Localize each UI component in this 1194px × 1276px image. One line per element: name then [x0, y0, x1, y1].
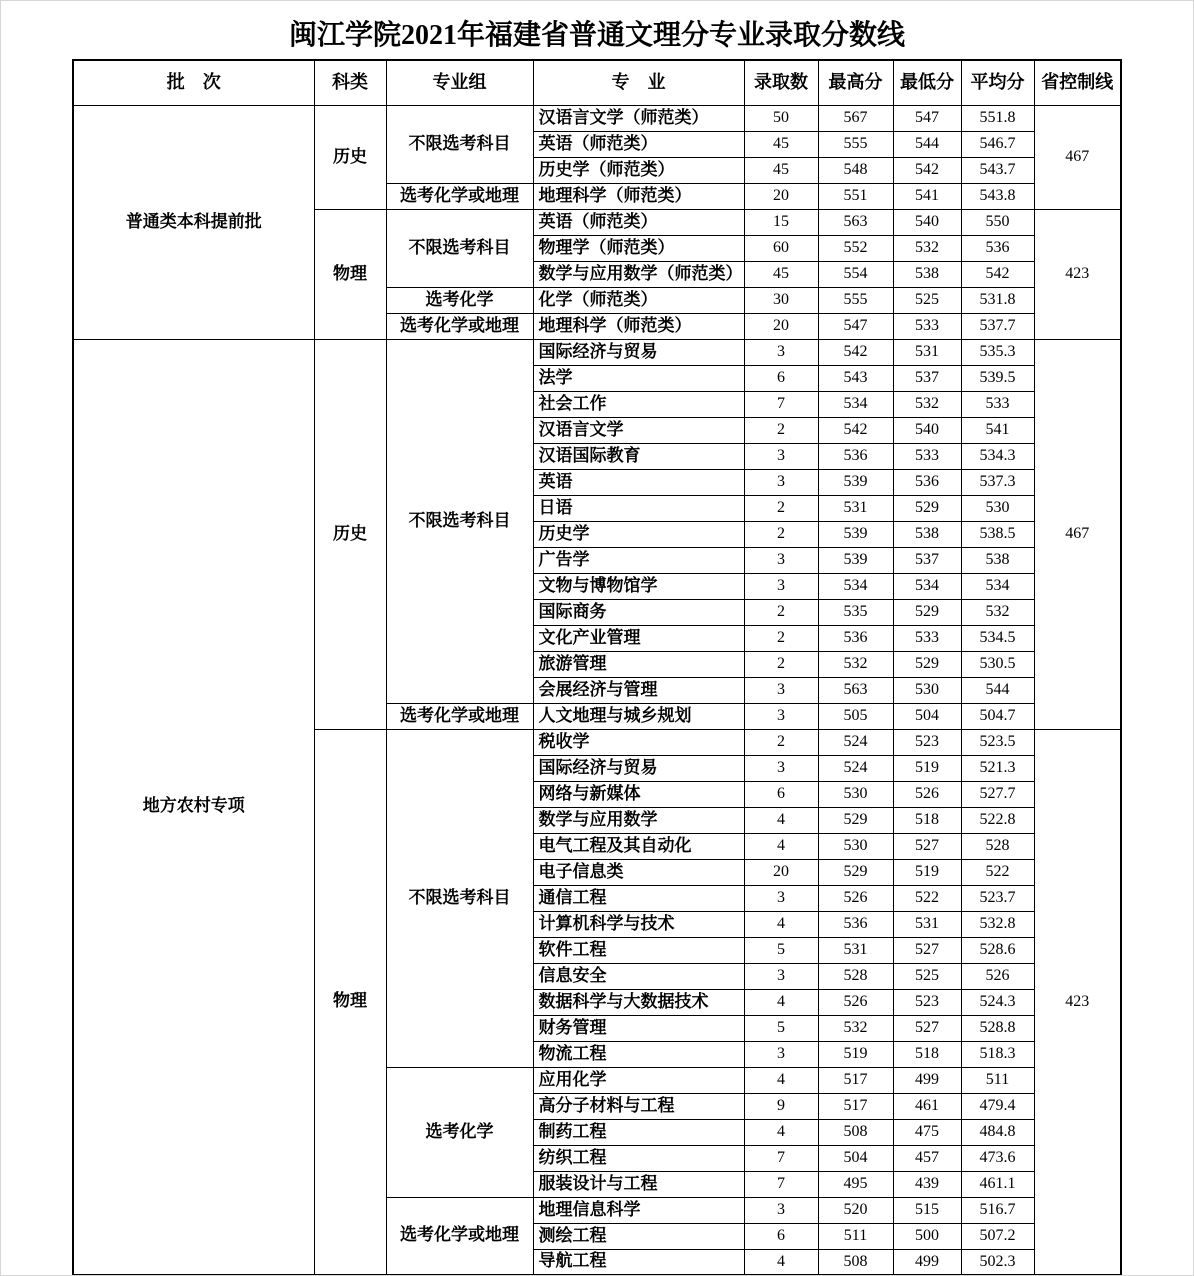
admit-count-cell: 3 — [744, 547, 818, 573]
subject-cell: 物理 — [314, 209, 386, 339]
admit-count-cell: 60 — [744, 235, 818, 261]
avg-score-cell: 528.8 — [961, 1015, 1034, 1041]
admit-count-cell: 3 — [744, 469, 818, 495]
table-header — [73, 60, 1121, 105]
major-cell: 测绘工程 — [533, 1223, 744, 1249]
major-cell: 物理学（师范类） — [533, 235, 744, 261]
major-cell: 广告学 — [533, 547, 744, 573]
header-row — [73, 60, 1121, 105]
max-score-cell: 529 — [818, 859, 893, 885]
column-header-3: 专 业 — [533, 60, 744, 105]
max-score-cell: 555 — [818, 287, 893, 313]
avg-score-cell: 504.7 — [961, 703, 1034, 729]
min-score-cell: 547 — [893, 105, 961, 131]
max-score-cell: 531 — [818, 937, 893, 963]
min-score-cell: 525 — [893, 963, 961, 989]
admit-count-cell: 4 — [744, 1119, 818, 1145]
max-score-cell: 547 — [818, 313, 893, 339]
control-line-cell: 423 — [1034, 209, 1121, 339]
group-cell: 选考化学或地理 — [386, 313, 533, 339]
major-cell: 数学与应用数学 — [533, 807, 744, 833]
major-cell: 日语 — [533, 495, 744, 521]
min-score-cell: 538 — [893, 521, 961, 547]
avg-score-cell: 528.6 — [961, 937, 1034, 963]
major-cell: 高分子材料与工程 — [533, 1093, 744, 1119]
avg-score-cell: 537.3 — [961, 469, 1034, 495]
max-score-cell: 504 — [818, 1145, 893, 1171]
max-score-cell: 530 — [818, 833, 893, 859]
min-score-cell: 523 — [893, 729, 961, 755]
admit-count-cell: 3 — [744, 677, 818, 703]
admit-count-cell: 2 — [744, 599, 818, 625]
admit-count-cell: 7 — [744, 391, 818, 417]
admit-count-cell: 7 — [744, 1145, 818, 1171]
max-score-cell: 536 — [818, 911, 893, 937]
admit-count-cell: 3 — [744, 963, 818, 989]
major-cell: 英语 — [533, 469, 744, 495]
column-header-4: 录取数 — [744, 60, 818, 105]
major-cell: 电子信息类 — [533, 859, 744, 885]
column-header-8: 省控制线 — [1034, 60, 1121, 105]
avg-score-cell: 532.8 — [961, 911, 1034, 937]
major-cell: 人文地理与城乡规划 — [533, 703, 744, 729]
group-cell: 选考化学或地理 — [386, 1197, 533, 1275]
min-score-cell: 533 — [893, 443, 961, 469]
avg-score-cell: 534.5 — [961, 625, 1034, 651]
major-cell: 数据科学与大数据技术 — [533, 989, 744, 1015]
admit-count-cell: 9 — [744, 1093, 818, 1119]
admit-count-cell: 5 — [744, 937, 818, 963]
admit-count-cell: 3 — [744, 703, 818, 729]
min-score-cell: 531 — [893, 339, 961, 365]
min-score-cell: 534 — [893, 573, 961, 599]
min-score-cell: 475 — [893, 1119, 961, 1145]
table-body — [73, 105, 1121, 1275]
major-cell: 应用化学 — [533, 1067, 744, 1093]
max-score-cell: 543 — [818, 365, 893, 391]
max-score-cell: 548 — [818, 157, 893, 183]
table-row — [73, 105, 1121, 131]
subject-cell: 历史 — [314, 339, 386, 729]
major-cell: 导航工程 — [533, 1249, 744, 1275]
max-score-cell: 505 — [818, 703, 893, 729]
avg-score-cell: 516.7 — [961, 1197, 1034, 1223]
avg-score-cell: 541 — [961, 417, 1034, 443]
major-cell: 网络与新媒体 — [533, 781, 744, 807]
max-score-cell: 535 — [818, 599, 893, 625]
major-cell: 国际商务 — [533, 599, 744, 625]
admit-count-cell: 45 — [744, 157, 818, 183]
min-score-cell: 531 — [893, 911, 961, 937]
admit-count-cell: 2 — [744, 521, 818, 547]
batch-cell: 地方农村专项 — [73, 339, 314, 1275]
major-cell: 法学 — [533, 365, 744, 391]
major-cell: 计算机科学与技术 — [533, 911, 744, 937]
min-score-cell: 540 — [893, 209, 961, 235]
major-cell: 旅游管理 — [533, 651, 744, 677]
min-score-cell: 461 — [893, 1093, 961, 1119]
avg-score-cell: 537.7 — [961, 313, 1034, 339]
min-score-cell: 518 — [893, 1041, 961, 1067]
min-score-cell: 530 — [893, 677, 961, 703]
avg-score-cell: 530.5 — [961, 651, 1034, 677]
major-cell: 税收学 — [533, 729, 744, 755]
min-score-cell: 525 — [893, 287, 961, 313]
control-line-cell: 467 — [1034, 339, 1121, 729]
avg-score-cell: 546.7 — [961, 131, 1034, 157]
avg-score-cell: 531.8 — [961, 287, 1034, 313]
major-cell: 英语（师范类） — [533, 209, 744, 235]
major-cell: 软件工程 — [533, 937, 744, 963]
max-score-cell: 542 — [818, 339, 893, 365]
max-score-cell: 517 — [818, 1067, 893, 1093]
subject-cell: 物理 — [314, 729, 386, 1275]
max-score-cell: 539 — [818, 469, 893, 495]
max-score-cell: 563 — [818, 209, 893, 235]
page-title: 闽江学院2021年福建省普通文理分专业录取分数线 — [288, 20, 905, 51]
control-line-cell: 423 — [1034, 729, 1121, 1275]
min-score-cell: 439 — [893, 1171, 961, 1197]
group-cell: 选考化学 — [386, 1067, 533, 1197]
admit-count-cell: 3 — [744, 1041, 818, 1067]
min-score-cell: 519 — [893, 755, 961, 781]
avg-score-cell: 523.7 — [961, 885, 1034, 911]
avg-score-cell: 522 — [961, 859, 1034, 885]
admit-count-cell: 6 — [744, 1223, 818, 1249]
max-score-cell: 524 — [818, 729, 893, 755]
min-score-cell: 541 — [893, 183, 961, 209]
min-score-cell: 529 — [893, 495, 961, 521]
avg-score-cell: 526 — [961, 963, 1034, 989]
min-score-cell: 523 — [893, 989, 961, 1015]
major-cell: 财务管理 — [533, 1015, 744, 1041]
major-cell: 汉语言文学（师范类） — [533, 105, 744, 131]
avg-score-cell: 534.3 — [961, 443, 1034, 469]
group-cell: 不限选考科目 — [386, 209, 533, 287]
max-score-cell: 563 — [818, 677, 893, 703]
max-score-cell: 508 — [818, 1119, 893, 1145]
admit-count-cell: 4 — [744, 1067, 818, 1093]
max-score-cell: 532 — [818, 1015, 893, 1041]
avg-score-cell: 543.7 — [961, 157, 1034, 183]
avg-score-cell: 524.3 — [961, 989, 1034, 1015]
column-header-7: 平均分 — [961, 60, 1034, 105]
admit-count-cell: 4 — [744, 807, 818, 833]
group-cell: 不限选考科目 — [386, 339, 533, 703]
major-cell: 地理科学（师范类） — [533, 313, 744, 339]
min-score-cell: 532 — [893, 391, 961, 417]
max-score-cell: 528 — [818, 963, 893, 989]
avg-score-cell: 534 — [961, 573, 1034, 599]
group-cell: 不限选考科目 — [386, 729, 533, 1067]
min-score-cell: 500 — [893, 1223, 961, 1249]
avg-score-cell: 522.8 — [961, 807, 1034, 833]
min-score-cell: 529 — [893, 651, 961, 677]
max-score-cell: 530 — [818, 781, 893, 807]
avg-score-cell: 502.3 — [961, 1249, 1034, 1275]
admit-count-cell: 3 — [744, 1197, 818, 1223]
avg-score-cell: 535.3 — [961, 339, 1034, 365]
major-cell: 地理科学（师范类） — [533, 183, 744, 209]
major-cell: 通信工程 — [533, 885, 744, 911]
avg-score-cell: 544 — [961, 677, 1034, 703]
min-score-cell: 532 — [893, 235, 961, 261]
min-score-cell: 522 — [893, 885, 961, 911]
admit-count-cell: 3 — [744, 755, 818, 781]
major-cell: 会展经济与管理 — [533, 677, 744, 703]
min-score-cell: 526 — [893, 781, 961, 807]
min-score-cell: 519 — [893, 859, 961, 885]
admit-count-cell: 2 — [744, 729, 818, 755]
group-cell: 选考化学或地理 — [386, 183, 533, 209]
admit-count-cell: 20 — [744, 313, 818, 339]
avg-score-cell: 532 — [961, 599, 1034, 625]
min-score-cell: 527 — [893, 833, 961, 859]
max-score-cell: 534 — [818, 573, 893, 599]
major-cell: 历史学（师范类） — [533, 157, 744, 183]
avg-score-cell: 530 — [961, 495, 1034, 521]
max-score-cell: 552 — [818, 235, 893, 261]
admit-count-cell: 2 — [744, 417, 818, 443]
avg-score-cell: 527.7 — [961, 781, 1034, 807]
avg-score-cell: 479.4 — [961, 1093, 1034, 1119]
max-score-cell: 526 — [818, 989, 893, 1015]
min-score-cell: 537 — [893, 547, 961, 573]
admit-count-cell: 3 — [744, 885, 818, 911]
avg-score-cell: 550 — [961, 209, 1034, 235]
admission-score-table — [72, 59, 1122, 1276]
column-header-5: 最高分 — [818, 60, 893, 105]
max-score-cell: 508 — [818, 1249, 893, 1275]
major-cell: 汉语国际教育 — [533, 443, 744, 469]
max-score-cell: 511 — [818, 1223, 893, 1249]
max-score-cell: 531 — [818, 495, 893, 521]
avg-score-cell: 533 — [961, 391, 1034, 417]
group-cell: 选考化学 — [386, 287, 533, 313]
admit-count-cell: 5 — [744, 1015, 818, 1041]
major-cell: 英语（师范类） — [533, 131, 744, 157]
column-header-0: 批 次 — [73, 60, 314, 105]
major-cell: 电气工程及其自动化 — [533, 833, 744, 859]
avg-score-cell: 484.8 — [961, 1119, 1034, 1145]
avg-score-cell: 523.5 — [961, 729, 1034, 755]
min-score-cell: 499 — [893, 1249, 961, 1275]
avg-score-cell: 461.1 — [961, 1171, 1034, 1197]
max-score-cell: 529 — [818, 807, 893, 833]
avg-score-cell: 528 — [961, 833, 1034, 859]
max-score-cell: 526 — [818, 885, 893, 911]
major-cell: 国际经济与贸易 — [533, 755, 744, 781]
major-cell: 服装设计与工程 — [533, 1171, 744, 1197]
min-score-cell: 527 — [893, 937, 961, 963]
major-cell: 信息安全 — [533, 963, 744, 989]
admit-count-cell: 3 — [744, 339, 818, 365]
admit-count-cell: 20 — [744, 859, 818, 885]
min-score-cell: 544 — [893, 131, 961, 157]
max-score-cell: 554 — [818, 261, 893, 287]
admit-count-cell: 45 — [744, 261, 818, 287]
admit-count-cell: 4 — [744, 1249, 818, 1275]
min-score-cell: 529 — [893, 599, 961, 625]
major-cell: 数学与应用数学（师范类） — [533, 261, 744, 287]
admit-count-cell: 20 — [744, 183, 818, 209]
avg-score-cell: 511 — [961, 1067, 1034, 1093]
admit-count-cell: 30 — [744, 287, 818, 313]
admit-count-cell: 4 — [744, 833, 818, 859]
avg-score-cell: 543.8 — [961, 183, 1034, 209]
max-score-cell: 520 — [818, 1197, 893, 1223]
min-score-cell: 515 — [893, 1197, 961, 1223]
group-cell: 选考化学或地理 — [386, 703, 533, 729]
max-score-cell: 532 — [818, 651, 893, 677]
major-cell: 纺织工程 — [533, 1145, 744, 1171]
admit-count-cell: 4 — [744, 911, 818, 937]
min-score-cell: 504 — [893, 703, 961, 729]
avg-score-cell: 542 — [961, 261, 1034, 287]
max-score-cell: 567 — [818, 105, 893, 131]
column-header-6: 最低分 — [893, 60, 961, 105]
max-score-cell: 539 — [818, 521, 893, 547]
major-cell: 地理信息科学 — [533, 1197, 744, 1223]
max-score-cell: 551 — [818, 183, 893, 209]
admit-count-cell: 3 — [744, 573, 818, 599]
column-header-1: 科类 — [314, 60, 386, 105]
avg-score-cell: 539.5 — [961, 365, 1034, 391]
major-cell: 历史学 — [533, 521, 744, 547]
min-score-cell: 538 — [893, 261, 961, 287]
major-cell: 社会工作 — [533, 391, 744, 417]
admit-count-cell: 2 — [744, 625, 818, 651]
major-cell: 化学（师范类） — [533, 287, 744, 313]
avg-score-cell: 538 — [961, 547, 1034, 573]
column-header-2: 专业组 — [386, 60, 533, 105]
admit-count-cell: 15 — [744, 209, 818, 235]
min-score-cell: 533 — [893, 313, 961, 339]
min-score-cell: 537 — [893, 365, 961, 391]
admit-count-cell: 7 — [744, 1171, 818, 1197]
avg-score-cell: 507.2 — [961, 1223, 1034, 1249]
control-line-cell: 467 — [1034, 105, 1121, 209]
avg-score-cell: 518.3 — [961, 1041, 1034, 1067]
major-cell: 物流工程 — [533, 1041, 744, 1067]
max-score-cell: 539 — [818, 547, 893, 573]
min-score-cell: 533 — [893, 625, 961, 651]
min-score-cell: 536 — [893, 469, 961, 495]
admit-count-cell: 2 — [744, 651, 818, 677]
max-score-cell: 495 — [818, 1171, 893, 1197]
max-score-cell: 536 — [818, 443, 893, 469]
max-score-cell: 536 — [818, 625, 893, 651]
major-cell: 国际经济与贸易 — [533, 339, 744, 365]
major-cell: 制药工程 — [533, 1119, 744, 1145]
min-score-cell: 499 — [893, 1067, 961, 1093]
avg-score-cell: 473.6 — [961, 1145, 1034, 1171]
admit-count-cell: 6 — [744, 365, 818, 391]
admit-count-cell: 4 — [744, 989, 818, 1015]
min-score-cell: 518 — [893, 807, 961, 833]
max-score-cell: 524 — [818, 755, 893, 781]
table-row — [73, 339, 1121, 365]
batch-cell: 普通类本科提前批 — [73, 105, 314, 339]
admit-count-cell: 6 — [744, 781, 818, 807]
min-score-cell: 457 — [893, 1145, 961, 1171]
avg-score-cell: 538.5 — [961, 521, 1034, 547]
max-score-cell: 517 — [818, 1093, 893, 1119]
admit-count-cell: 45 — [744, 131, 818, 157]
major-cell: 汉语言文学 — [533, 417, 744, 443]
admit-count-cell: 2 — [744, 495, 818, 521]
min-score-cell: 542 — [893, 157, 961, 183]
admit-count-cell: 50 — [744, 105, 818, 131]
max-score-cell: 534 — [818, 391, 893, 417]
major-cell: 文物与博物馆学 — [533, 573, 744, 599]
max-score-cell: 519 — [818, 1041, 893, 1067]
min-score-cell: 527 — [893, 1015, 961, 1041]
major-cell: 文化产业管理 — [533, 625, 744, 651]
subject-cell: 历史 — [314, 105, 386, 209]
group-cell: 不限选考科目 — [386, 105, 533, 183]
max-score-cell: 555 — [818, 131, 893, 157]
admit-count-cell: 3 — [744, 443, 818, 469]
avg-score-cell: 536 — [961, 235, 1034, 261]
avg-score-cell: 521.3 — [961, 755, 1034, 781]
min-score-cell: 540 — [893, 417, 961, 443]
avg-score-cell: 551.8 — [961, 105, 1034, 131]
max-score-cell: 542 — [818, 417, 893, 443]
